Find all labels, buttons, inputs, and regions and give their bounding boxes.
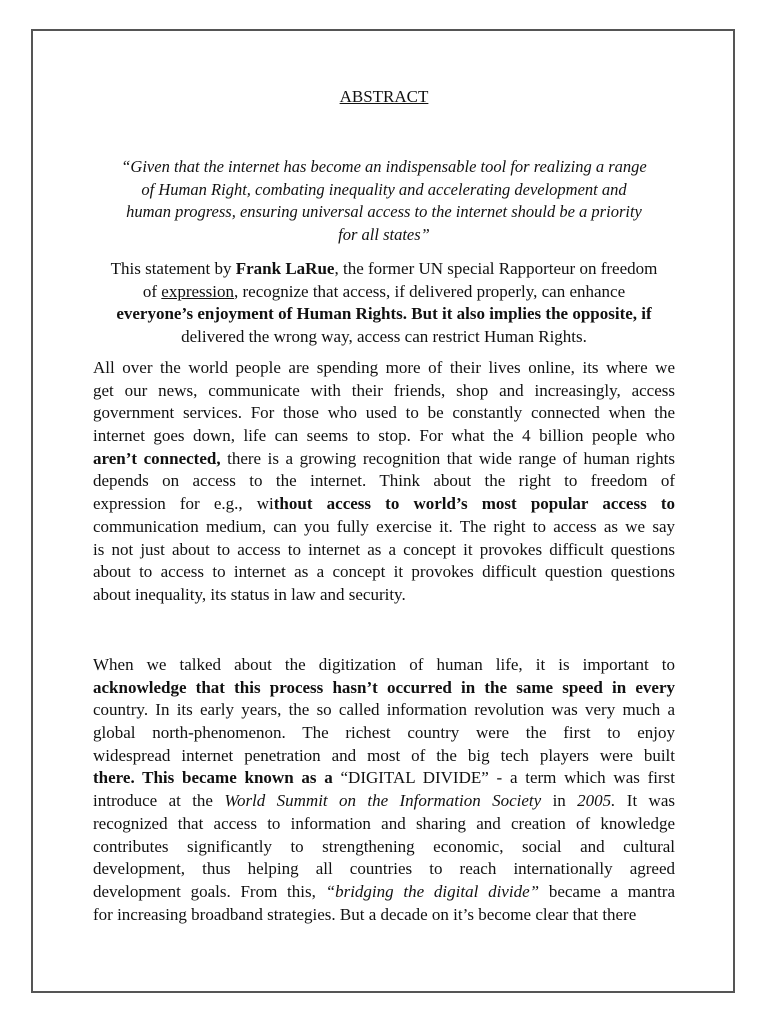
text-segment: introduce at the (93, 791, 225, 811)
text-line (93, 516, 675, 539)
text-line (93, 303, 675, 326)
text-segment: development, thus helping all countries to reach internationally agreed (93, 859, 675, 879)
text-segment: All over the world people are spending more of their lives online, its where we (93, 358, 675, 377)
text-segment: of Human Right, combating inequality and accelerating development and (141, 179, 627, 199)
text-line (93, 448, 675, 471)
text-segment: there is a growing recognition that wide range of human rights (220, 448, 675, 468)
text-segment: recognized that access to information and sharing and creation of knowledge (93, 813, 675, 833)
online-paragraph (93, 357, 675, 607)
text-segment: communication medium, can you fully exercise it. The right to access as we say (93, 516, 675, 536)
text-line (93, 813, 675, 836)
text-line (93, 201, 675, 224)
text-segment: 2005. (577, 791, 616, 811)
text-line (93, 156, 675, 179)
text-segment: get our news, communicate with their friends, shop and increasingly, access (93, 380, 675, 400)
text-segment: acknowledge that this process hasn’t occurred in the same speed in every (93, 677, 675, 697)
text-segment: about inequality, its status in law and security. (93, 584, 406, 604)
text-line (93, 881, 675, 904)
text-line (93, 380, 675, 403)
text-segment: internet goes down, life can seems to stop. For what the 4 billion people who (93, 426, 675, 446)
text-line (93, 699, 675, 722)
text-segment: of (142, 281, 162, 301)
text-segment: global north-phenomenon. The richest country were the first to enjoy (93, 723, 675, 743)
text-segment: World Summit on the Information Society (224, 791, 542, 811)
text-line (93, 493, 675, 516)
text-segment: in (541, 791, 578, 811)
text-line (93, 539, 675, 562)
text-segment: for all states” (338, 225, 430, 245)
text-segment: human progress, ensuring universal access to the internet should be a priority (126, 202, 642, 222)
text-segment: “bridging the digital divide” (325, 881, 540, 901)
text-line (93, 677, 675, 700)
text-segment: When we talked about the digitization of human life, it is important to (93, 655, 675, 674)
text-segment: thout access to world’s most popular access to (273, 494, 675, 514)
text-line (93, 767, 675, 790)
text-segment: aren’t connected, (93, 448, 221, 468)
text-segment: delivered the wrong way, access can restrict Human Rights. (181, 327, 587, 347)
text-segment: there. This became known as a (93, 768, 341, 788)
text-segment: depends on access to the internet. Think about the right to freedom of (93, 471, 675, 491)
digital-divide-paragraph (93, 654, 675, 926)
text-segment: Frank LaRue (235, 259, 335, 278)
text-line (93, 402, 675, 425)
statement-paragraph (93, 258, 675, 349)
text-segment: , recognize that access, if delivered properly, can enhance (234, 281, 626, 301)
text-segment: government services. For those who used to be constantly connected when the (93, 403, 675, 423)
text-line (93, 722, 675, 745)
text-line (93, 258, 675, 281)
text-line (93, 584, 675, 607)
text-segment: This statement by (110, 259, 236, 278)
text-line (93, 745, 675, 768)
text-line (93, 561, 675, 584)
text-line (93, 904, 675, 927)
text-segment: “DIGITAL DIVIDE” - a term which was first (340, 768, 675, 788)
text-line (93, 470, 675, 493)
text-segment: It was (615, 791, 675, 811)
abstract-heading: ABSTRACT (339, 87, 429, 106)
text-segment: for increasing broadband strategies. But a decade on it’s become clear that there (93, 904, 637, 924)
text-segment: contributes significantly to strengthening economic, social and cultural (93, 836, 675, 856)
text-segment: , the former UN special Rapporteur on freedom (334, 259, 658, 278)
text-segment: expression for e.g., wi (93, 494, 274, 514)
text-segment: “Given that the internet has become an indispensable tool for realizing a range (121, 157, 647, 176)
text-segment: development goals. From this, (93, 881, 326, 901)
text-segment: about to access to internet as a concept it provokes difficult question questions (93, 562, 675, 582)
text-segment: became a mantra (539, 881, 675, 901)
opening-quote (93, 156, 675, 247)
text-segment: is not just about to access to internet as a concept it provokes difficult questions (93, 539, 675, 559)
text-segment: country. In its early years, the so called information revolution was very much a (93, 700, 675, 720)
text-segment: everyone’s enjoyment of Human Rights. But it also implies the opposite, if (116, 304, 652, 324)
text-line (93, 326, 675, 349)
text-line (93, 654, 675, 677)
text-line (93, 357, 675, 380)
text-line (93, 281, 675, 304)
text-line (93, 425, 675, 448)
text-line (93, 224, 675, 247)
text-line (93, 858, 675, 881)
text-line (93, 836, 675, 859)
text-segment: widespread internet penetration and most of the big tech players were built (93, 745, 675, 765)
text-line (93, 179, 675, 202)
text-segment: expression (161, 281, 235, 301)
text-line (93, 790, 675, 813)
